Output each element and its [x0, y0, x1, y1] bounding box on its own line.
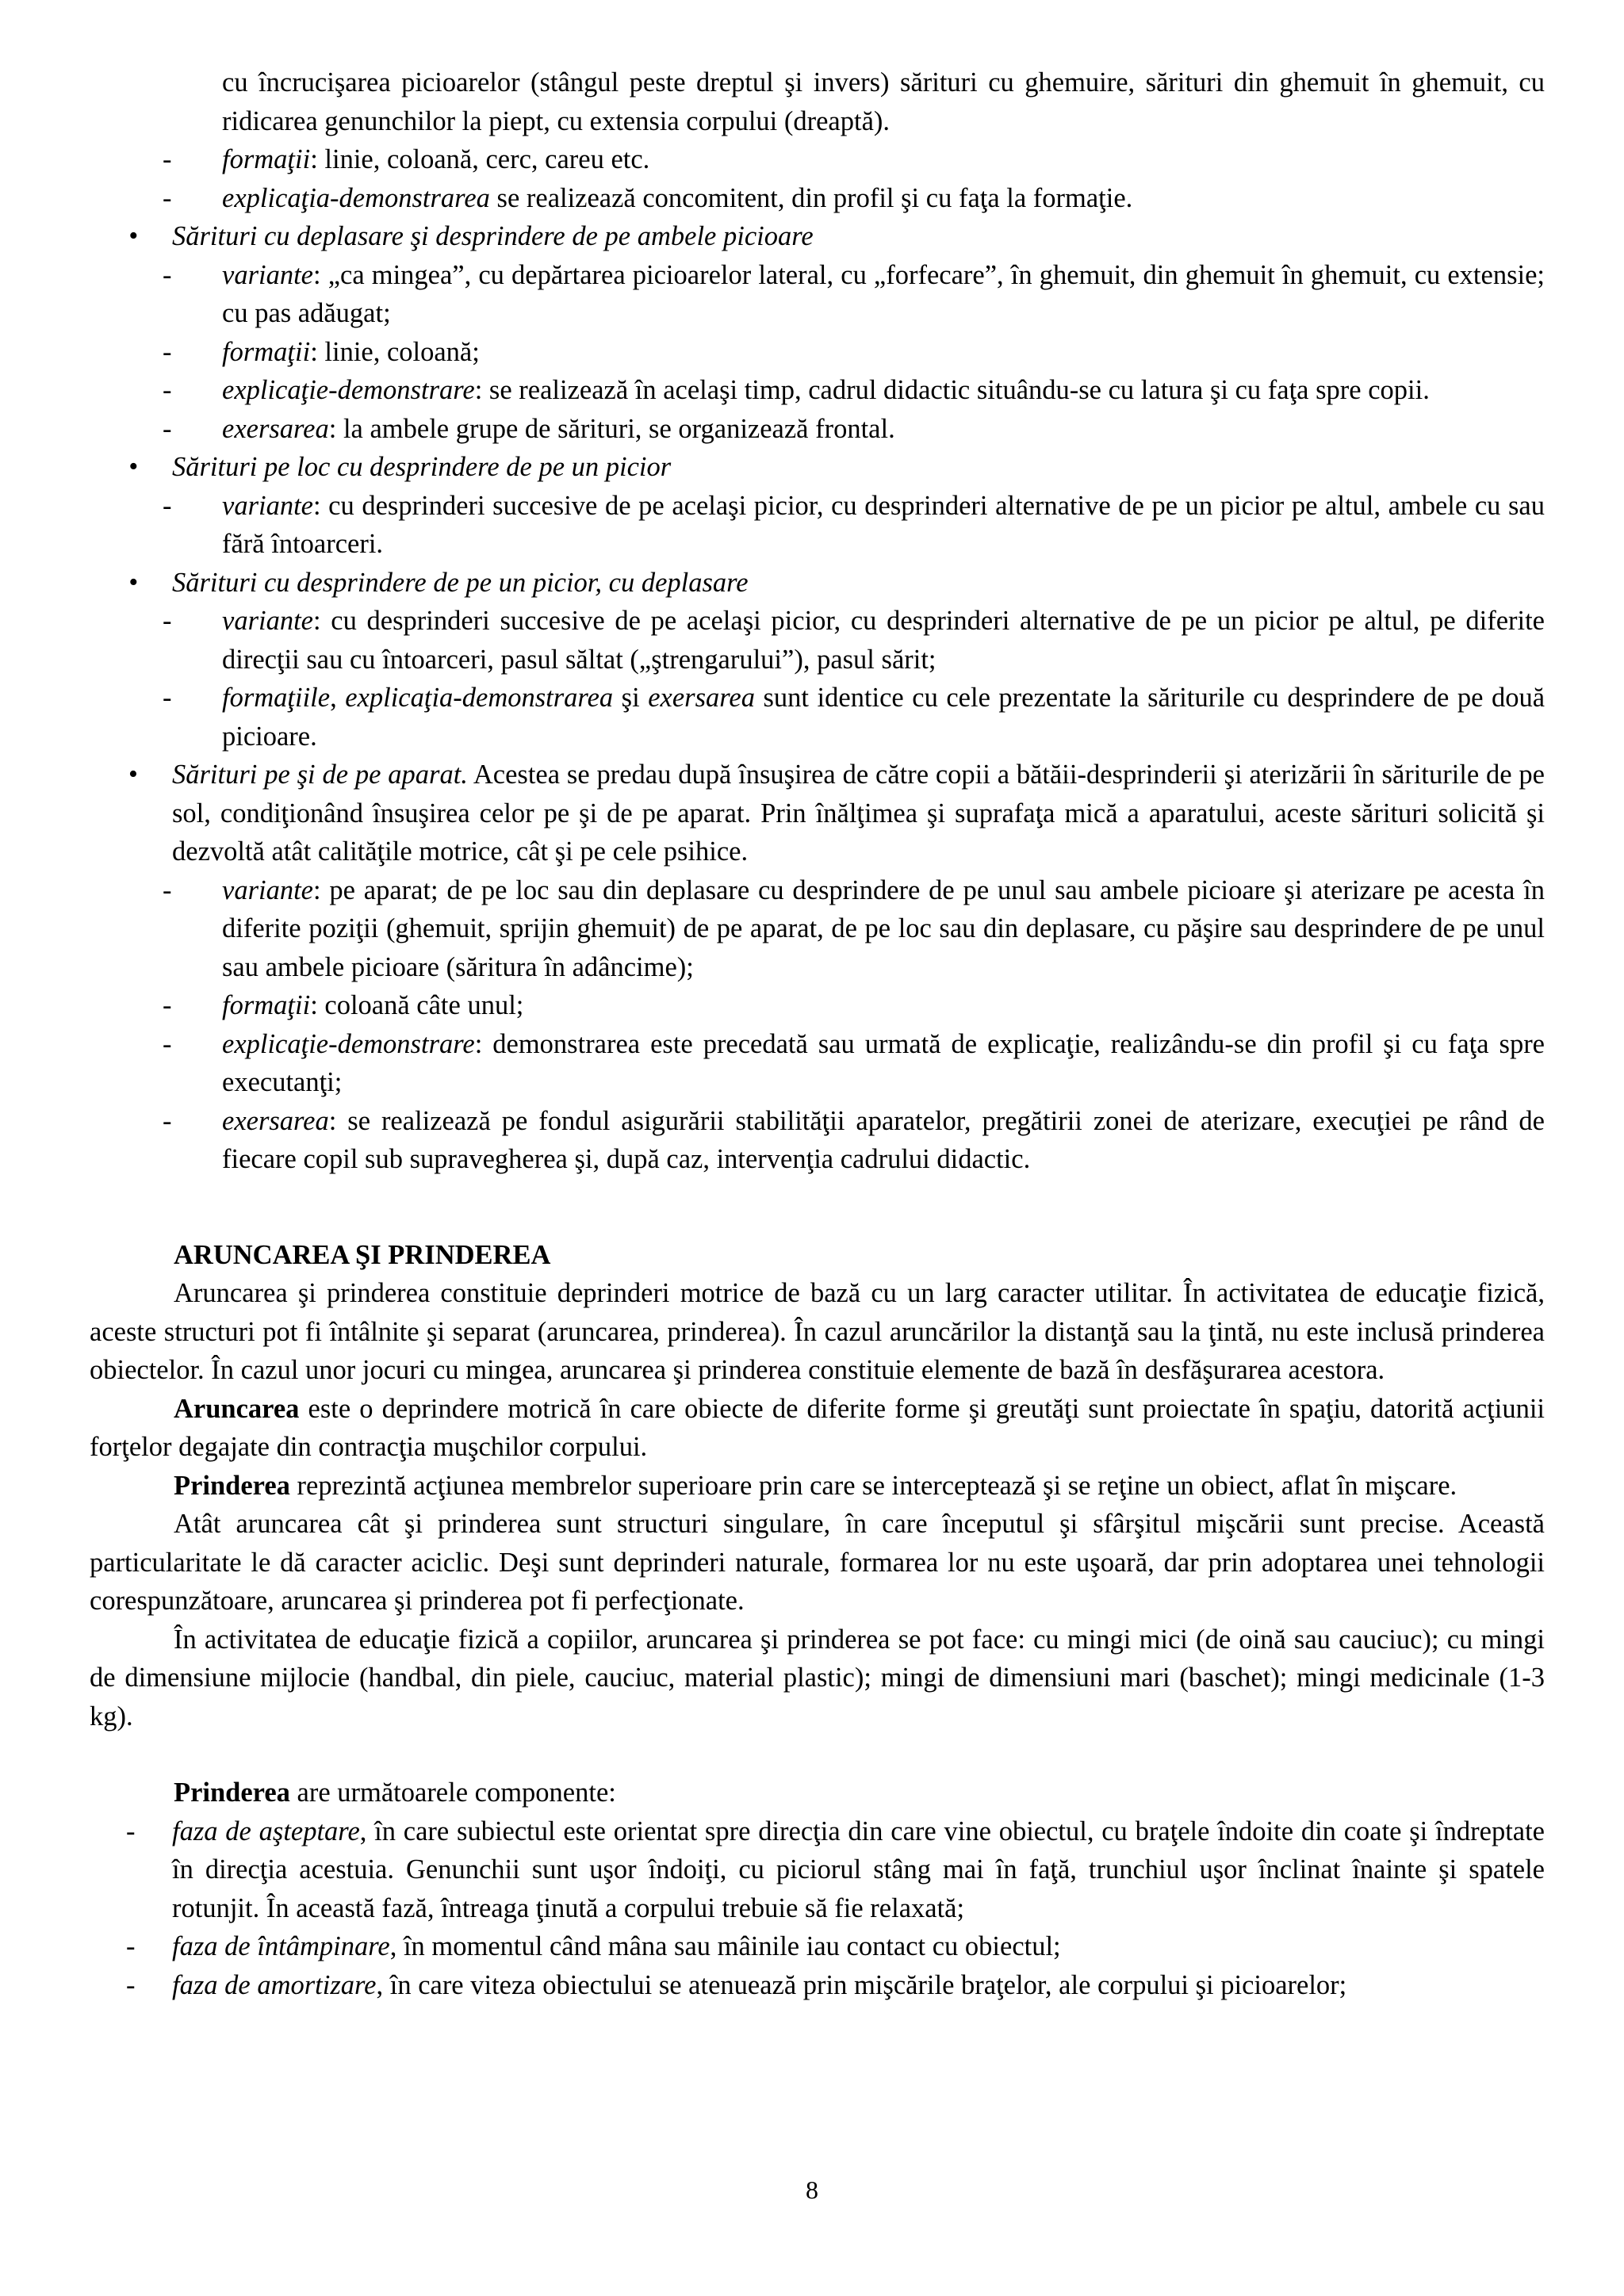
item-text: : coloană câte unul; [310, 990, 524, 1020]
section-heading: ARUNCAREA ŞI PRINDEREA [174, 1239, 551, 1270]
separator: şi [613, 683, 649, 713]
list-item-variante [90, 487, 1545, 564]
list-item-explicatie [90, 1025, 1545, 1102]
list-item-variante [90, 871, 1545, 987]
bullet-sarituri-aparat [90, 756, 1545, 871]
term: exersarea [648, 683, 755, 713]
term: variante [222, 490, 313, 521]
item-text: se realizează concomitent, din profil şi cu faţa la formaţie. [489, 182, 1133, 213]
item-text: , în care subiectul este orientat spre direcţia din care vine obiectul, cu braţele îndoite din coate şi îndreptate în direcţia acestuia. Genunchii sunt uşor îndoiţi, cu piciorul stâng mai în faţă, trunchiul uşor înclinat înainte şi spatele rotunjit. În această fază, întreaga ţinută a corpului trebuie să fie relaxată; [172, 1816, 1545, 1923]
term: formaţii [222, 336, 311, 367]
term: explicaţia-demonstrarea [345, 683, 614, 713]
list-item-faza-asteptare [90, 1812, 1545, 1928]
bold-term: Prinderea [174, 1777, 290, 1808]
item-text: : cu desprinderi succesive de pe acelaşi picior, cu desprinderi alternative de pe un picior pe altul, ambele cu sau fără întoarceri. [222, 490, 1545, 559]
item-text: : „ca mingea”, cu depărtarea picioarelor lateral, cu „forfecare”, în ghemuit, din ghemuit în ghemuit, cu extensie; cu pas adăugat; [222, 259, 1545, 328]
item-text: : linie, coloană; [310, 336, 480, 367]
page-body [90, 63, 1545, 2004]
list-item-explicatie [90, 371, 1545, 410]
page-number: 8 [806, 2175, 818, 2204]
term: formaţii [222, 990, 311, 1020]
paragraph-text: este o deprindere motrică în care obiecte de diferite forme şi greutăţi sunt proiectate în spaţiu, datorită acţiunii forţelor degajate din contracţia muşchilor corpului. [90, 1393, 1545, 1462]
item-text: : demonstrarea este precedată sau urmată de explicaţie, realizându-se din profil şi cu faţa spre executanţi; [222, 1028, 1545, 1097]
paragraph: Atât aruncarea cât şi prinderea sunt structuri singulare, în care începutul şi sfârşitul mişcării sunt precise. Această particularitate le dă caracter aciclic. Deşi sunt deprinderi naturale, formarea lor nu este uşoară, dar prin adoptarea unei tehnologii corespunzătoare, aruncarea şi prinderea pot fi perfecţionate. [90, 1509, 1545, 1616]
spacer [90, 1217, 1545, 1236]
term: exersarea [222, 1105, 329, 1136]
term: exersarea [222, 413, 329, 444]
paragraph-text: reprezintă acţiunea membrelor superioare prin care se interceptează şi se reţine un obiect, aflat în mişcare. [289, 1470, 1457, 1501]
list-item-formatii [90, 986, 1545, 1025]
list-item-faza-amortizare [90, 1966, 1545, 2005]
bullet-title: Sărituri pe şi de pe aparat. [172, 760, 468, 790]
paragraph: Aruncarea şi prinderea constituie deprinderi motrice de bază cu un larg caracter utilitar. În activitatea de educaţie fizică, aceste structuri pot fi întâlnite şi separat (aruncarea, prinderea). În cazul aruncărilor la distanţă sau la ţintă, nu este inclusă prinderea obiectelor. În cazul unor jocuri cu mingea, aruncarea şi prinderea constituie elemente de bază în desfăşurarea acestora. [90, 1278, 1545, 1385]
item-text: , în momentul când mâna sau mâinile iau contact cu obiectul; [389, 1931, 1061, 1961]
term: variante [222, 606, 313, 636]
spacer [90, 1179, 1545, 1217]
separator: , [330, 683, 346, 713]
item-text: , în care viteza obiectului se atenuează prin mişcările braţelor, ale corpului şi picioarelor; [376, 1969, 1347, 2000]
paragraph: În activitatea de educaţie fizică a copiilor, aruncarea şi prinderea se pot face: cu mingi mici (de oină sau cauciuc); cu mingi de dimensiune mijlocie (handbal, din piele, cauciuc, material plastic); mingi de dimensiuni mari (baschet); mingi medicinale (1-3 kg). [90, 1624, 1545, 1732]
list-item-formatii [90, 140, 1545, 179]
bullet-sarituri-deplasare-ambele: • Sărituri cu deplasare şi desprindere de pe ambele picioare [90, 217, 1545, 256]
term: faza de aşteptare [172, 1816, 360, 1846]
term: variante [222, 259, 313, 290]
spacer [90, 1735, 1545, 1774]
list-item-variante [90, 256, 1545, 333]
paragraph [90, 1774, 1545, 1812]
item-text: : pe aparat; de pe loc sau din deplasare cu desprindere de pe unul sau ambele picioare şi aterizare pe acesta în diferite poziţii (ghemuit, sprijin ghemuit) de pe aparat, de pe loc sau din deplasare, cu păşire sau desprindere de pe unul sau ambele picioare (săritura în adâncime); [222, 874, 1545, 982]
bullet-sarituri-pe-loc-un-picior: • Sărituri pe loc cu desprindere de pe un picior [90, 448, 1545, 487]
list-item-explicatia [90, 179, 1545, 218]
item-text: sunt identice cu cele prezentate la săriturile cu desprindere de pe două picioare. [222, 683, 1545, 752]
list-item-exersarea [90, 410, 1545, 449]
paragraph [90, 1390, 1545, 1467]
list-item-formatiile [90, 679, 1545, 756]
item-text: : se realizează pe fondul asigurării stabilităţii aparatelor, pregătirii zonei de aterizare, execuţiei pe rând de fiecare copil sub supravegherea şi, după caz, intervenţia cadrului didactic. [222, 1105, 1545, 1174]
bold-term: Prinderea [174, 1470, 290, 1501]
list-item-formatii [90, 333, 1545, 372]
item-text: : la ambele grupe de sărituri, se organizează frontal. [328, 413, 895, 444]
bold-term: Aruncarea [174, 1393, 300, 1424]
list-item-variante [90, 602, 1545, 679]
paragraph-text: are următoarele componente: [289, 1777, 616, 1808]
term: faza de întâmpinare [172, 1931, 390, 1961]
item-text: : linie, coloană, cerc, careu etc. [310, 144, 650, 174]
term: explicaţie-demonstrare [222, 375, 475, 405]
term: formaţiile [222, 683, 331, 713]
term: faza de amortizare [172, 1969, 377, 2000]
bullet-sarituri-un-picior-deplasare: • Sărituri cu desprindere de pe un picior, cu deplasare [90, 564, 1545, 603]
item-text: : cu desprinderi succesive de pe acelaşi picior, cu desprinderi alternative de pe un picior pe altul, pe diferite direcţii sau cu întoarceri, pasul săltat („ştrengarului”), pasul sărit; [222, 606, 1545, 675]
bullet-text: Acestea se predau după însuşirea de către copii a bătăii-desprinderii şi aterizării în săriturile de pe sol, condiţionând însuşirea celor pe şi de pe aparat. Prin înălţimea şi suprafaţa mică a aparatului, aceste sărituri solicită şi dezvoltă atât calităţile motrice, cât şi pe cele psihice. [172, 760, 1545, 867]
intro-continuation: cu încrucişarea picioarelor (stângul peste dreptul şi invers) sărituri cu ghemuire, sărituri din ghemuit în ghemuit, cu ridicarea genunchilor la piept, cu extensia corpului (dreaptă). [222, 67, 1545, 136]
term: formaţii [222, 144, 311, 174]
item-text: : se realizează în acelaşi timp, cadrul didactic situându-se cu latura şi cu faţa spre copii. [474, 375, 1430, 405]
list-item-faza-intampinare [90, 1927, 1545, 1966]
term: variante [222, 874, 313, 905]
term: explicaţia-demonstrarea [222, 182, 490, 213]
list-item-exersarea [90, 1102, 1545, 1179]
term: explicaţie-demonstrare [222, 1028, 475, 1059]
paragraph [90, 1467, 1545, 1506]
